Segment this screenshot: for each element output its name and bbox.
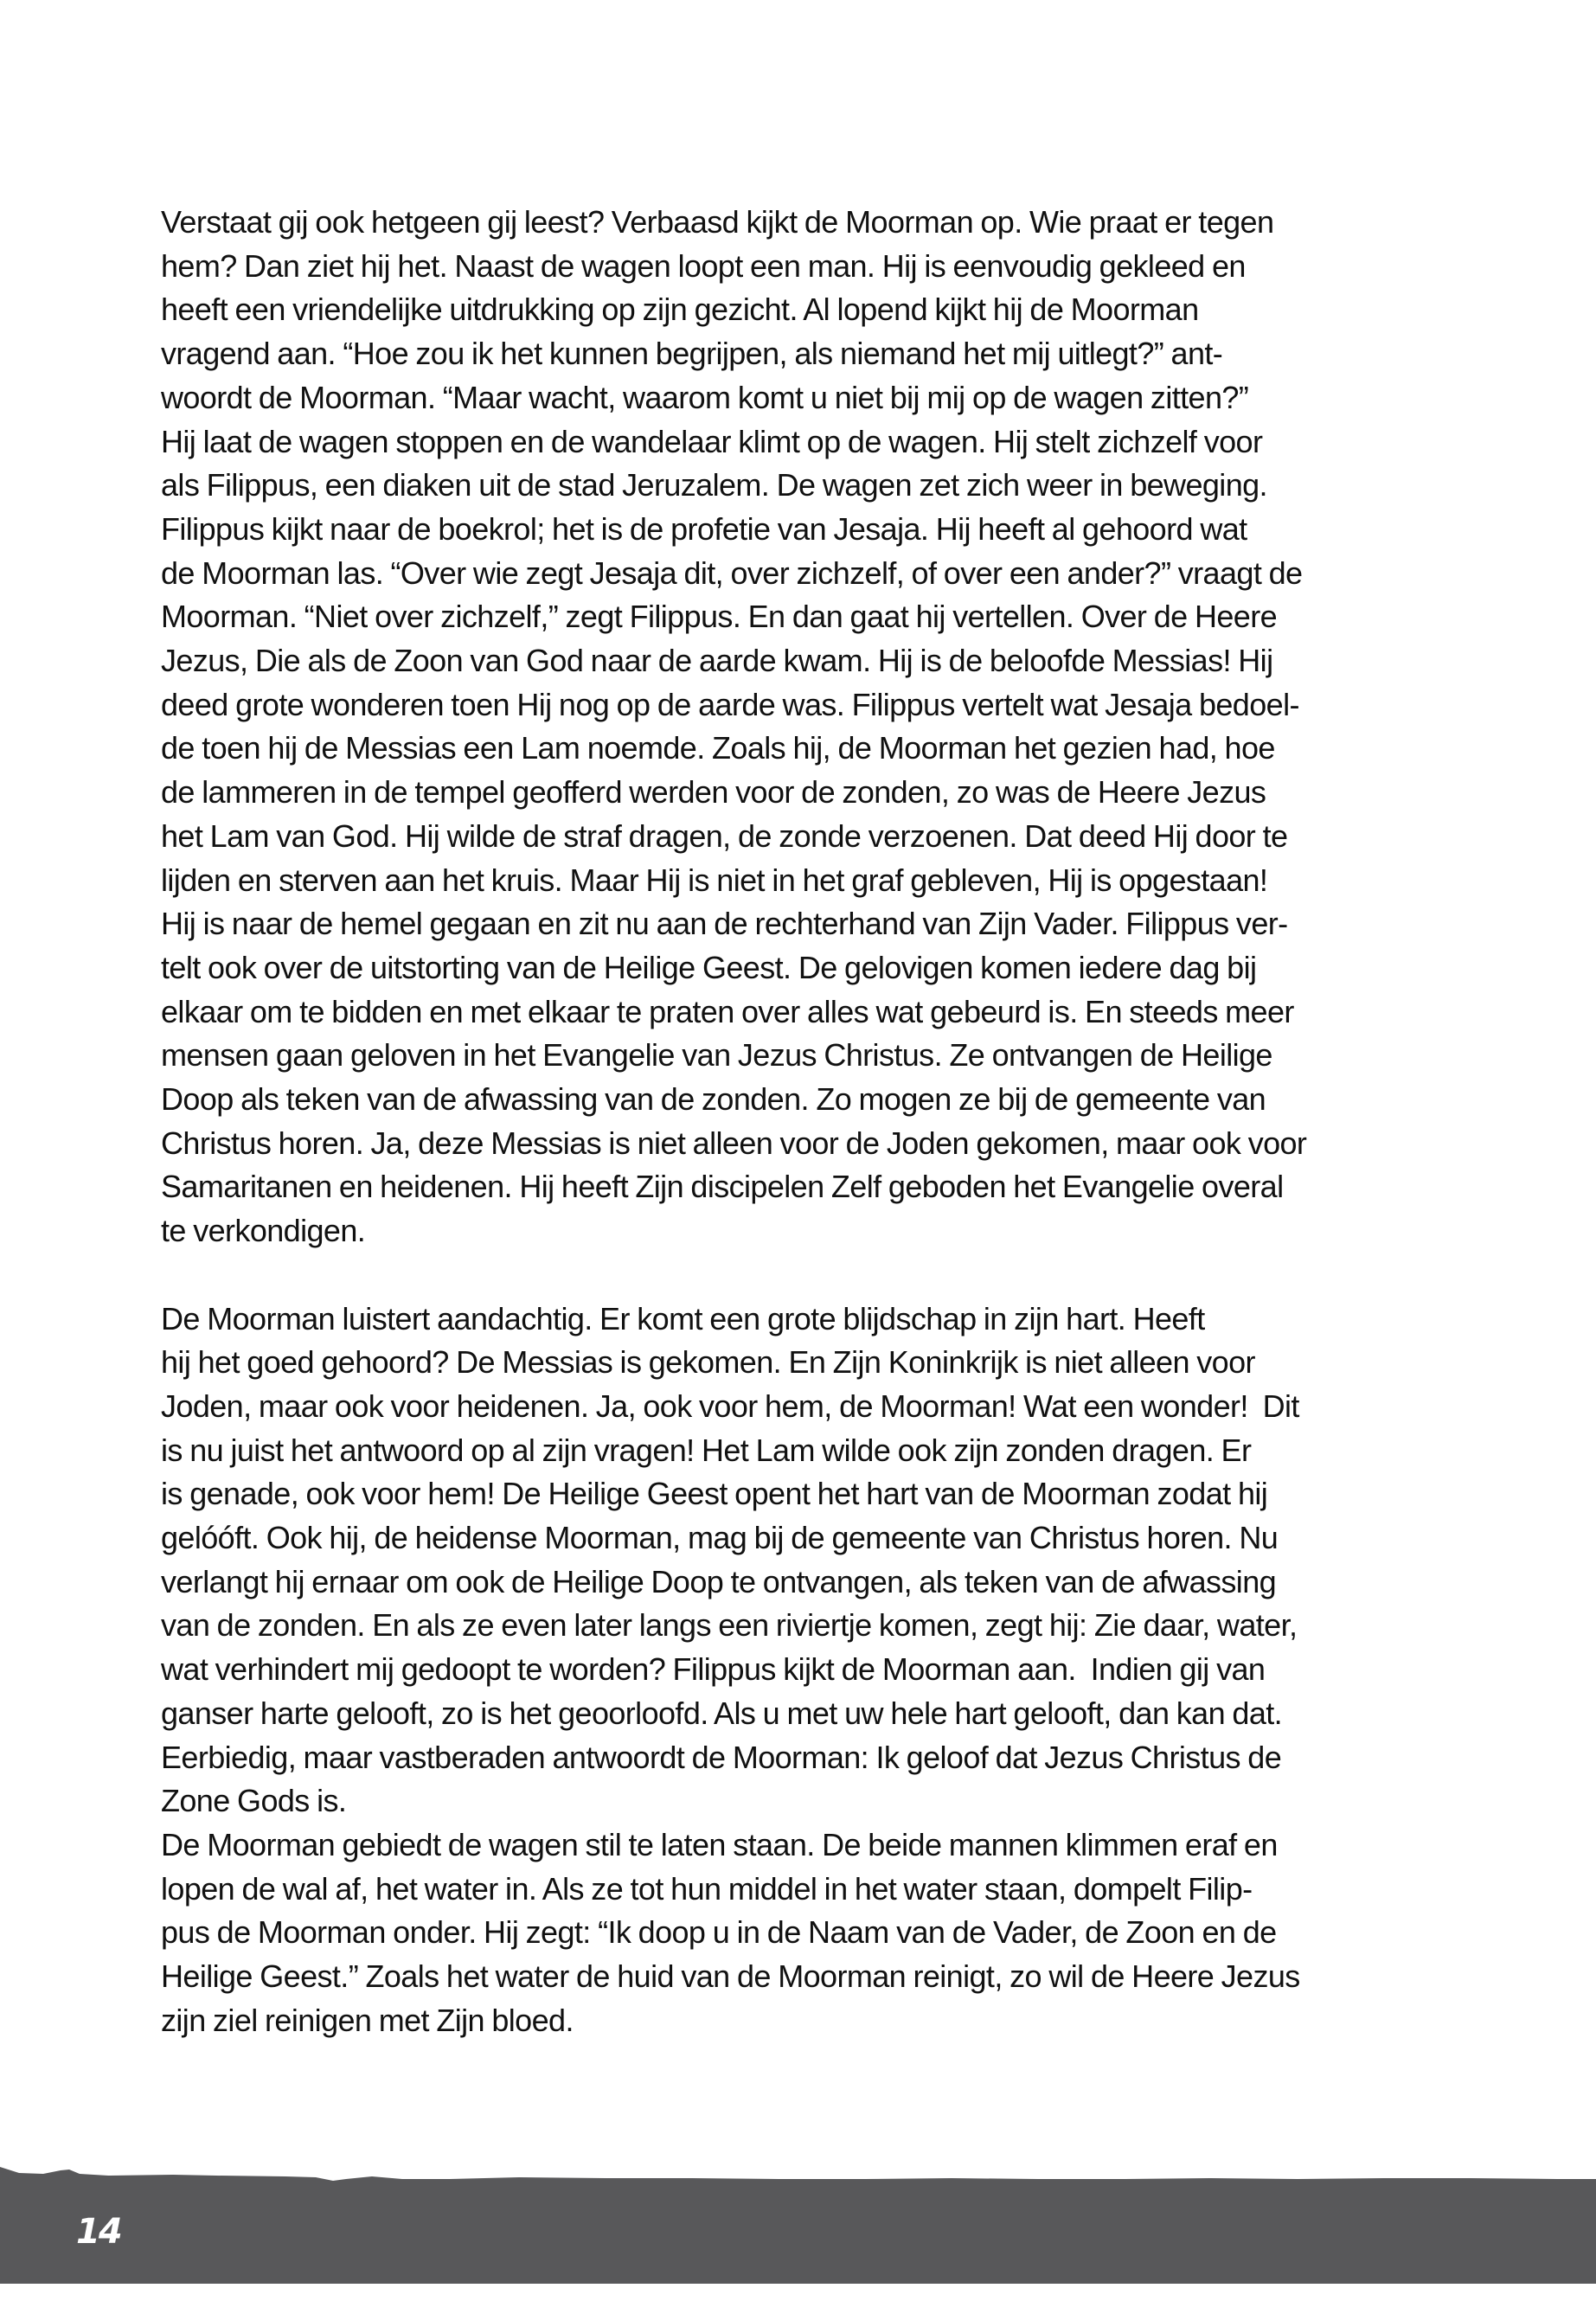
paragraph-3 — [161, 1823, 1458, 2043]
text-line: is nu juist het antwoord op al zijn vragen! Het Lam wilde ook zijn zonden dragen. Er — [161, 1432, 1252, 1468]
text-line: Joden, maar ook voor heidenen. Ja, ook voor hem, de Moorman! Wat een wonder! Dit — [161, 1388, 1299, 1424]
text-line: Moorman. “Niet over zichzelf,” zegt Filippus. En dan gaat hij vertellen. Over de Heere — [161, 599, 1278, 635]
text-line: Hij is naar de hemel gegaan en zit nu aan de rechterhand van Zijn Vader. Filippus ver- — [161, 906, 1288, 942]
paragraph-2 — [161, 1298, 1458, 1823]
text-line: wat verhindert mij gedoopt te worden? Filippus kijkt de Moorman aan. Indien gij van — [161, 1651, 1266, 1688]
text-line: Doop als teken van de afwassing van de zonden. Zo mogen ze bij de gemeente van — [161, 1081, 1266, 1118]
text-line: hij het goed gehoord? De Messias is gekomen. En Zijn Koninkrijk is niet alleen voor — [161, 1344, 1255, 1381]
text-line: heeft een vriendelijke uitdrukking op zijn gezicht. Al lopend kijkt hij de Moorman — [161, 292, 1199, 328]
text-line: gelóóft. Ook hij, de heidense Moorman, mag bij de gemeente van Christus horen. Nu — [161, 1520, 1279, 1556]
text-line: Christus horen. Ja, deze Messias is niet alleen voor de Joden gekomen, maar ook voor — [161, 1125, 1307, 1161]
torn-edge-band-shape — [0, 2167, 1596, 2284]
text-line: pus de Moorman onder. Hij zegt: “Ik doop u in de Naam van de Vader, de Zoon en de — [161, 1914, 1277, 1951]
text-line: Zone Gods is. — [161, 1783, 347, 1819]
text-line: lopen de wal af, het water in. Als ze tot hun middel in het water staan, dompelt Filip- — [161, 1870, 1253, 1907]
text-line: ganser harte gelooft, zo is het geoorloofd. Als u met uw hele hart gelooft, dan kan dat. — [161, 1695, 1283, 1731]
text-line: deed grote wonderen toen Hij nog op de aarde was. Filippus vertelt wat Jesaja bedoel- — [161, 686, 1299, 722]
text-line: is genade, ook voor hem! De Heilige Geest opent het hart van de Moorman zodat hij — [161, 1476, 1268, 1512]
text-line: Jezus, Die als de Zoon van God naar de aarde kwam. Hij is de beloofde Messias! Hij — [161, 643, 1273, 679]
text-line: zijn ziel reinigen met Zijn bloed. — [161, 2002, 574, 2038]
paragraph-spacer — [161, 1253, 1458, 1298]
text-line: Samaritanen en heidenen. Hij heeft Zijn discipelen Zelf geboden het Evangelie overal — [161, 1169, 1284, 1205]
paragraph-1 — [161, 201, 1458, 1253]
text-line: vragend aan. “Hoe zou ik het kunnen begrijpen, als niemand het mij uitlegt?” ant- — [161, 336, 1223, 372]
footer-band — [0, 2167, 1596, 2284]
text-line: van de zonden. En als ze even later langs een riviertje komen, zegt hij: Zie daar, water, — [161, 1607, 1298, 1644]
text-line: te verkondigen. — [161, 1213, 366, 1249]
text-line: telt ook over de uitstorting van de Heilige Geest. De gelovigen komen iedere dag bij — [161, 949, 1257, 985]
text-line: lijden en sterven aan het kruis. Maar Hij is niet in het graf gebleven, Hij is opgestaan! — [161, 862, 1268, 898]
text-line: Heilige Geest.” Zoals het water de huid van de Moorman reinigt, zo wil de Heere Jezus — [161, 1958, 1300, 1995]
text-line: Filippus kijkt naar de boekrol; het is de profetie van Jesaja. Hij heeft al gehoord wat — [161, 510, 1247, 547]
text-line: mensen gaan geloven in het Evangelie van Jezus Christus. Ze ontvangen de Heilige — [161, 1037, 1272, 1074]
text-line: Eerbiedig, maar vastberaden antwoordt de Moorman: Ik geloof dat Jezus Christus de — [161, 1739, 1282, 1775]
text-line: woordt de Moorman. “Maar wacht, waarom komt u niet bij mij op de wagen zitten?” — [161, 379, 1249, 415]
text-line: als Filippus, een diaken uit de stad Jeruzalem. De wagen zet zich weer in beweging. — [161, 467, 1267, 503]
text-line: het Lam van God. Hij wilde de straf dragen, de zonde verzoenen. Dat deed Hij door te — [161, 817, 1288, 854]
text-line: hem? Dan ziet hij het. Naast de wagen loopt een man. Hij is eenvoudig gekleed en — [161, 247, 1246, 284]
text-line: Verstaat gij ook hetgeen gij leest? Verbaasd kijkt de Moorman op. Wie praat er tegen — [161, 204, 1274, 240]
page-body-text — [161, 201, 1458, 2043]
text-line: de Moorman las. “Over wie zegt Jesaja dit, over zichzelf, of over een ander?” vraagt de — [161, 554, 1303, 591]
text-line: de toen hij de Messias een Lam noemde. Zoals hij, de Moorman het gezien had, hoe — [161, 730, 1275, 766]
page-number: 14 — [76, 2212, 121, 2252]
text-line: verlangt hij ernaar om ook de Heilige Doop te ontvangen, als teken van de afwassing — [161, 1563, 1277, 1599]
text-line: Hij laat de wagen stoppen en de wandelaar klimt op de wagen. Hij stelt zichzelf voor — [161, 423, 1263, 459]
text-line: De Moorman luistert aandachtig. Er komt een grote blijdschap in zijn hart. Heeft — [161, 1300, 1205, 1336]
text-line: elkaar om te bidden en met elkaar te praten over alles wat gebeurd is. En steeds meer — [161, 993, 1294, 1029]
text-line: De Moorman gebiedt de wagen stil te laten staan. De beide mannen klimmen eraf en — [161, 1827, 1278, 1862]
text-line: de lammeren in de tempel geofferd werden voor de zonden, zo was de Heere Jezus — [161, 774, 1266, 811]
